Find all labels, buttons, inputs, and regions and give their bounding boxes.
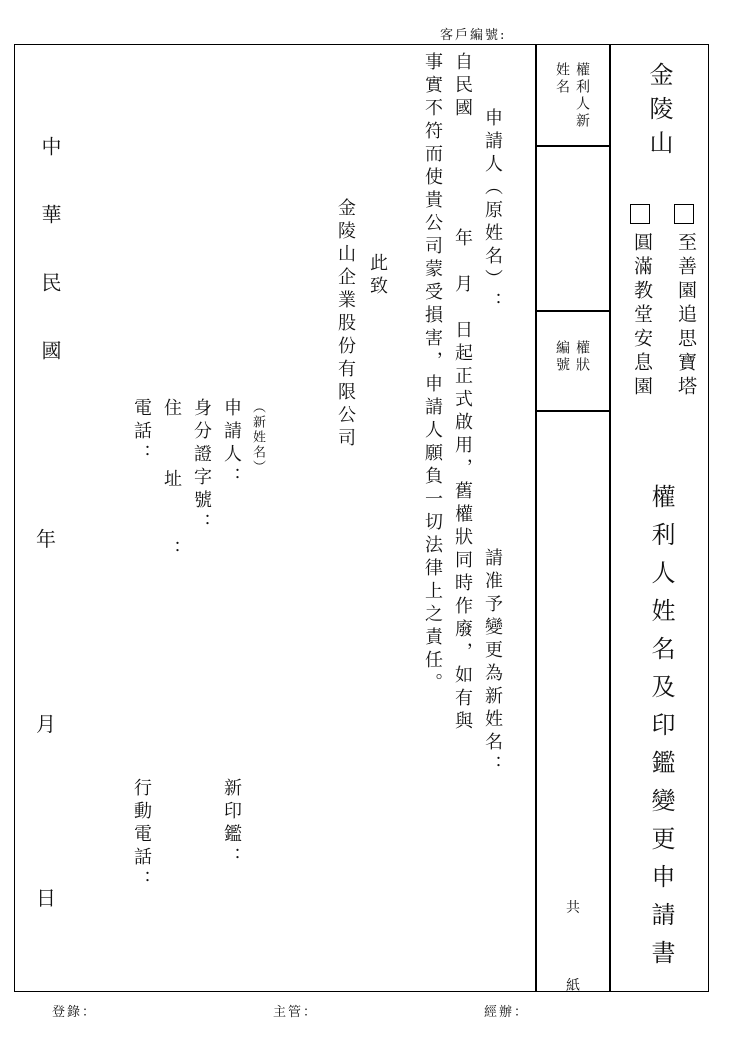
new-name-label: 權利人新姓名 [554, 62, 590, 130]
date-day: 日 [36, 886, 56, 910]
supervisor-label: 主管： [273, 1005, 319, 1020]
address-label: 住址： [161, 398, 182, 563]
side-hline-1 [535, 145, 610, 147]
customer-no-label: 客戶編號: [440, 28, 507, 43]
closing-phrase: 此致 [367, 253, 388, 299]
divider-side-column-left [535, 44, 537, 992]
register-label: 登錄： [52, 1005, 98, 1020]
option-2-checkbox[interactable] [630, 204, 650, 228]
applicant-label: 申請人： [221, 398, 242, 490]
form-title: 權利人姓名及印鑑變更申請書 [647, 484, 675, 978]
cert-no-label: 權狀編號 [554, 340, 590, 374]
total-label: 共 [566, 900, 580, 916]
id-number-label: 身分證字號： [191, 398, 212, 536]
date-roc: 中華民國 [38, 136, 62, 408]
form-frame [14, 44, 709, 992]
paper-label: 紙 [566, 978, 580, 994]
divider-side-column-right [609, 44, 611, 992]
side-hline-3 [535, 410, 610, 412]
body-line-2c: 請准予變更為新姓名： [482, 548, 503, 778]
option-2-label: 圓滿教堂安息園 [631, 232, 653, 400]
new-name-note: （新姓名） [250, 400, 265, 475]
new-seal-label: 新印鑑： [221, 778, 242, 870]
date-month: 月 [36, 712, 56, 736]
body-line-2b: 年 月 日起正式啟用，舊權狀同時作廢，如有與 [452, 228, 473, 734]
recipient-company: 金陵山企業股份有限公司 [335, 198, 356, 451]
date-year: 年 [36, 527, 56, 551]
applicant-original-name: 申請人（原姓名）： [482, 108, 503, 315]
mobile-phone-label: 行動電話： [131, 778, 152, 893]
phone-label: 電話： [131, 398, 152, 467]
body-line-3: 事實不符而使貴公司蒙受損害，申請人願負一切法律上之責任。 [422, 52, 443, 696]
body-line-2a: 自民國 [452, 52, 473, 121]
company-name: 金陵山 [645, 62, 673, 164]
option-1-checkbox[interactable] [674, 204, 694, 228]
option-1-label: 至善園追思寶塔 [675, 232, 697, 400]
side-hline-2 [535, 310, 610, 312]
handler-label: 經辦： [484, 1005, 530, 1020]
